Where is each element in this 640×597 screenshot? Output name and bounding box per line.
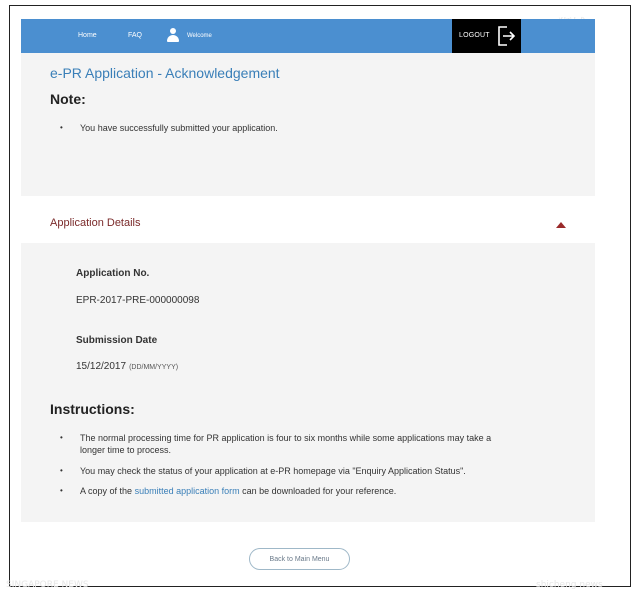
instruction-item-1-line-1: The normal processing time for PR application is four to six months while some applications may take a: [80, 433, 492, 443]
submission-date-value: 15/12/2017: [76, 361, 127, 372]
welcome-label: Welcome: [187, 33, 212, 39]
instruction-item: • You may check the status of your application at e-PR homepage via "Enquiry Application Status".: [80, 465, 466, 477]
note-heading: Note:: [50, 91, 86, 107]
submitted-form-link[interactable]: submitted application form: [134, 486, 240, 496]
submission-date-label: Submission Date: [76, 335, 158, 346]
instructions-heading: Instructions:: [50, 401, 135, 417]
nav-faq-link[interactable]: FAQ: [128, 32, 143, 39]
application-no-value: EPR-2017-PRE-000000098: [76, 295, 200, 306]
top-navbar: [21, 19, 595, 53]
nav-home-link[interactable]: Home: [78, 32, 97, 39]
acknowledgement-panel: [21, 53, 595, 196]
submission-date-field: [76, 361, 178, 372]
back-to-main-menu-button[interactable]: Back to Main Menu: [249, 548, 350, 570]
logout-button[interactable]: [452, 19, 521, 53]
collapse-arrow-icon[interactable]: [556, 222, 566, 228]
watermark-bottom-right: shicheng news: [536, 580, 603, 590]
note-item: • You have successfully submitted your application.: [80, 122, 278, 134]
user-icon: [167, 28, 179, 44]
instruction-item-3-before: A copy of the: [80, 486, 133, 496]
application-details-header[interactable]: [21, 205, 595, 243]
application-no-label: Application No.: [76, 268, 150, 279]
logout-icon: [496, 25, 516, 47]
instruction-item: [80, 485, 396, 497]
page-title: e-PR Application - Acknowledgement: [50, 65, 280, 81]
date-format-hint: (DD/MM/YYYY): [129, 364, 179, 371]
watermark-bottom-left: SINGAPORE NEWS: [6, 580, 89, 590]
instruction-item-3-after: can be downloaded for your reference.: [242, 486, 397, 496]
instruction-item: [80, 432, 560, 456]
instruction-item-1-line-2: longer time to process.: [80, 445, 172, 455]
application-details-title: Application Details: [50, 217, 141, 229]
logout-label: LOGOUT: [459, 32, 490, 39]
application-details-panel: [21, 243, 595, 522]
